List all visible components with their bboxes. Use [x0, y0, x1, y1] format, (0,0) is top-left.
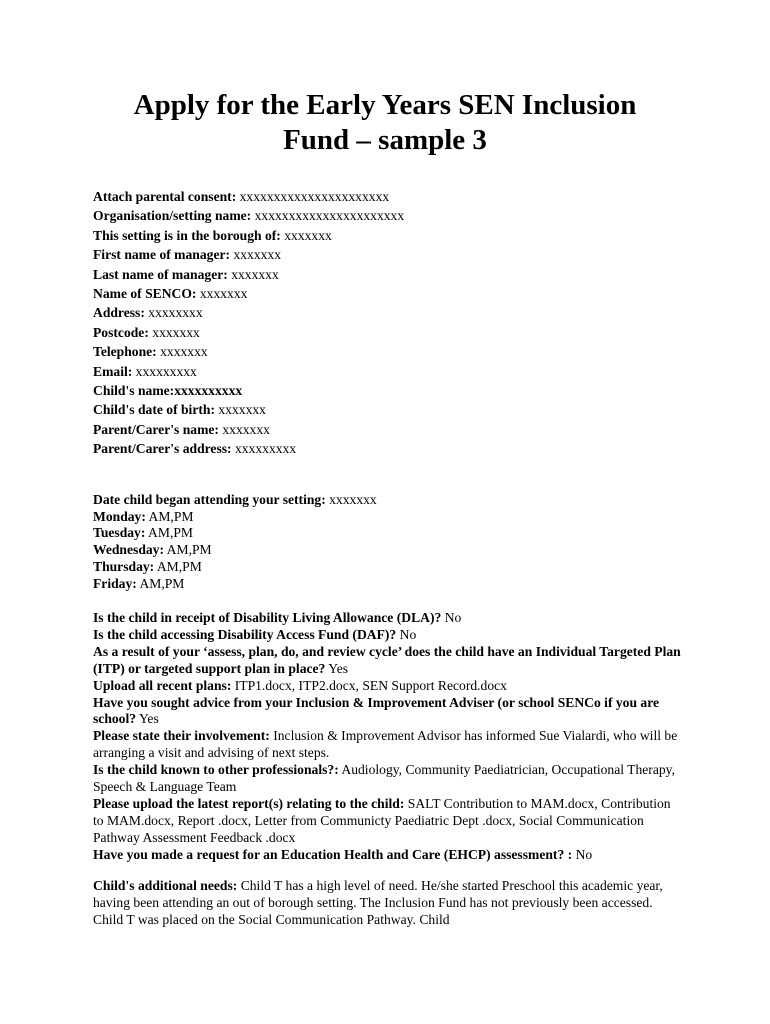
field-value: Inclusion & Improvement Advisor has informed Sue Vialardi, who will be arranging a visit and advising of next steps.: [93, 728, 678, 761]
field-value: xxxxxxxx: [144, 305, 203, 321]
field-row: [93, 509, 683, 526]
field-label: Parent/Carer's address:: [93, 441, 232, 457]
field-value: AM,PM: [136, 575, 185, 591]
field-value: AM,PM: [164, 542, 212, 558]
title-line-1: Apply for the Early Years SEN Inclusion: [133, 89, 637, 121]
field-row: [93, 303, 683, 322]
field-label: Have you sought advice from your Inclusion & Improvement Adviser (or school SENCo if you are school?: [93, 694, 660, 727]
field-row: [93, 695, 683, 729]
field-label: Date child began attending your setting:: [93, 492, 326, 507]
field-value: ITP1.docx, ITP2.docx, SEN Support Record.docx: [231, 677, 507, 693]
field-value: AM,PM: [145, 508, 194, 524]
field-row: [93, 265, 683, 284]
field-value: xxxxxxx: [325, 492, 377, 507]
field-row: [93, 796, 683, 847]
field-label: Organisation/setting name:: [93, 208, 252, 224]
field-label: Monday:: [93, 508, 146, 524]
field-label: Child's name:xxxxxxxxxx: [93, 383, 243, 399]
field-row: [93, 245, 683, 264]
field-row: [93, 576, 683, 593]
field-label: Is the child in receipt of Disability Living Allowance (DLA)?: [93, 610, 442, 625]
document-title: [60, 88, 710, 158]
field-value: xxxxxxx: [196, 286, 248, 302]
field-label: Please upload the latest report(s) relating to the child:: [93, 795, 405, 811]
contact-details-section: [93, 187, 683, 459]
title-line-2: Fund – sample 3: [283, 124, 487, 156]
field-label: Is the child accessing Disability Access Fund (DAF)?: [93, 626, 397, 642]
additional-needs-section: [93, 878, 683, 929]
field-label: Telephone:: [93, 344, 157, 360]
field-value: Yes: [325, 660, 349, 676]
support-section: [93, 610, 683, 864]
field-row: [93, 559, 683, 576]
field-value: xxxxxxx: [148, 324, 200, 340]
field-row: [93, 762, 683, 796]
field-value: xxxxxxx: [218, 421, 270, 437]
field-row: [93, 525, 683, 542]
field-label: Child's date of birth:: [93, 402, 215, 418]
field-label: Friday:: [93, 575, 137, 591]
field-label: Name of SENCO:: [93, 286, 197, 302]
field-row: [93, 644, 683, 678]
field-value: xxxxxxx: [156, 344, 208, 360]
field-label: Thursday:: [93, 558, 155, 574]
field-row: [93, 187, 683, 206]
field-row: [93, 492, 683, 509]
field-value: xxxxxxx: [214, 402, 266, 418]
field-row: [93, 381, 683, 400]
field-row: [93, 678, 683, 695]
field-label: Parent/Carer's name:: [93, 421, 219, 437]
field-label: Attach parental consent:: [93, 189, 237, 204]
field-row: [93, 362, 683, 381]
field-label: This setting is in the borough of:: [93, 227, 281, 243]
field-value: AM,PM: [145, 525, 193, 541]
field-row: [93, 226, 683, 245]
field-row: [93, 878, 683, 929]
field-label: Email:: [93, 363, 133, 379]
field-row: [93, 284, 683, 303]
field-value: xxxxxxx: [227, 266, 279, 282]
field-label: As a result of your ‘assess, plan, do, and review cycle’ does the child have an Individual Targeted Plan (ITP) or targeted support plan in place?: [93, 643, 681, 676]
field-value: xxxxxxxxx: [231, 441, 297, 457]
field-label: Tuesday:: [93, 525, 146, 541]
field-value: AM,PM: [154, 558, 202, 574]
field-label: First name of manager:: [93, 247, 231, 263]
field-value: No: [572, 846, 593, 862]
field-label: Last name of manager:: [93, 266, 228, 282]
field-label: Postcode:: [93, 324, 149, 340]
field-value: Audiology, Community Paediatrician, Occupational Therapy, Speech & Language Team: [93, 762, 675, 795]
field-value: xxxxxxxxxxxxxxxxxxxxxx: [251, 208, 405, 224]
field-row: [93, 728, 683, 762]
field-row: [93, 542, 683, 559]
field-row: [93, 323, 683, 342]
field-value: xxxxxxx: [230, 247, 282, 263]
field-label: Is the child known to other professionals?:: [93, 762, 339, 778]
field-value: No: [396, 626, 417, 642]
field-label: Please state their involvement:: [93, 728, 270, 744]
field-row: [93, 342, 683, 361]
field-value: No: [441, 610, 462, 625]
field-value: Child T has a high level of need. He/she started Preschool this academic year, having been attending an out of borough setting. The Inclusion Fund has not previously been accessed. Child T was placed on the Social Communication Pathway. Child: [93, 878, 663, 927]
field-label: Wednesday:: [93, 542, 165, 558]
field-row: [93, 420, 683, 439]
field-row: [93, 206, 683, 225]
field-value: Yes: [136, 711, 159, 727]
field-label: Address:: [93, 305, 145, 321]
field-value: SALT Contribution to MAM.docx, Contribution to MAM.docx, Report .docx, Letter from Communicty Paediatric Dept .docx, Social Communication Pathway Assessment Feedback .docx: [93, 795, 671, 845]
field-label: Have you made a request for an Education Health and Care (EHCP) assessment? :: [93, 846, 573, 862]
field-row: [93, 610, 683, 627]
field-value: xxxxxxx: [280, 227, 332, 243]
field-value: xxxxxxxxxxxxxxxxxxxxxx: [236, 189, 390, 204]
field-row: [93, 400, 683, 419]
field-label: Child's additional needs:: [93, 878, 238, 893]
field-row: [93, 439, 683, 458]
attendance-section: [93, 492, 683, 592]
field-value: xxxxxxxxx: [132, 363, 197, 379]
field-row: [93, 627, 683, 644]
field-label: Upload all recent plans:: [93, 677, 232, 693]
field-row: [93, 847, 683, 864]
